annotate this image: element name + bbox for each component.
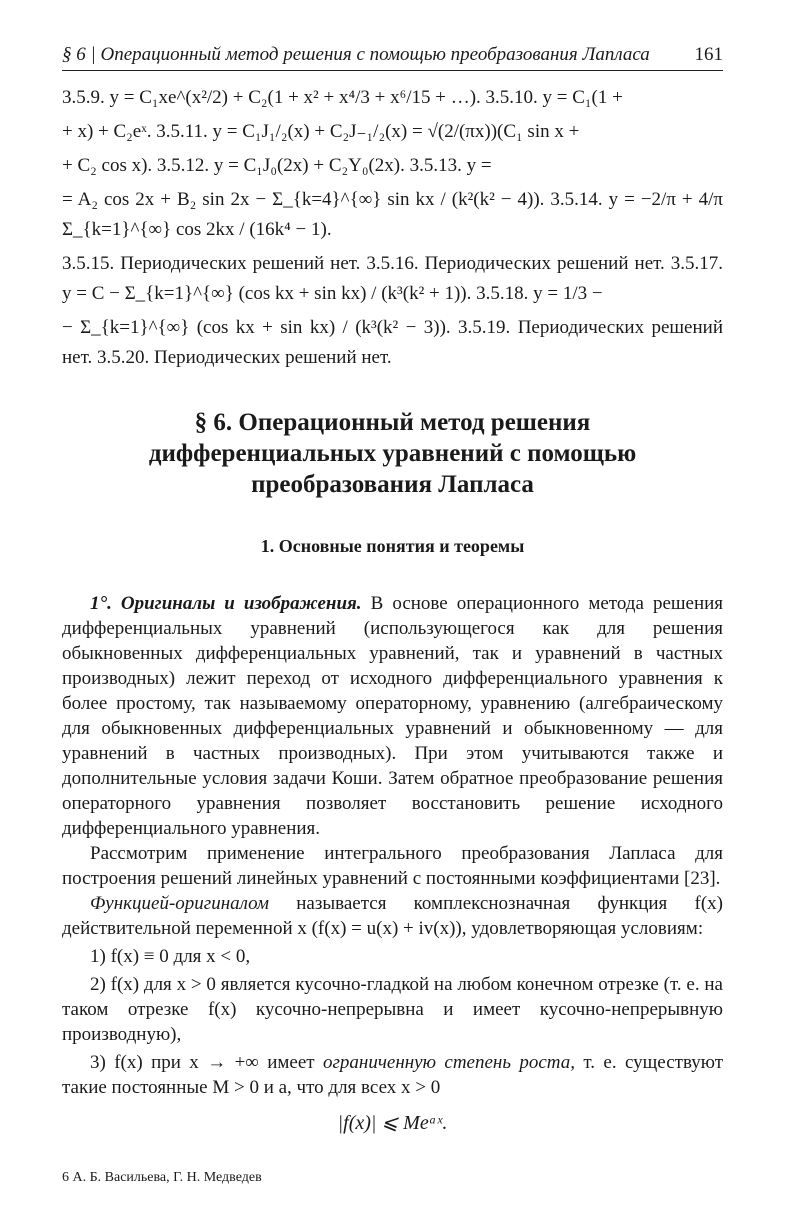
- body-text: [62, 591, 723, 1100]
- section-title: § 6. Операционный метод решения дифференциальных уравнений с помощью преобразования Лапласа: [148, 409, 637, 498]
- paragraph-lead: 1°. Оригиналы и изображения.: [90, 593, 362, 614]
- answer-line: 3.5.9. y = C₁xe^(x²/2) + C₂(1 + x² + x⁴/3 + x⁶/15 + …). 3.5.10. y = C₁(1 +: [62, 87, 623, 108]
- footer-signature: 6 А. Б. Васильева, Г. Н. Медведев: [62, 1170, 262, 1185]
- answer-line: + x) + C₂eˣ. 3.5.11. y = C₁J₁/₂(x) + C₂J₋₁/₂(x) = √(2/(πx))(C₁ sin x +: [62, 121, 580, 142]
- condition-text: т. е. существуют такие постоянные M > 0 и a, что для всех x > 0: [62, 1052, 724, 1098]
- paragraph-definition: [62, 891, 723, 941]
- defined-term: Функцией-оригиналом: [90, 893, 270, 914]
- paragraph-text: В основе операционного метода решения дифференциальных уравнений (использующегося как для решения обыкновенных дифференциальных уравнений, так и уравнений в частных производных) лежит переход от исходного дифференциального уравнения к более простому, так называемому операторному, уравнению (алгебраическому для обыкновенных дифференциальных уравнений и обыкновенному — для уравнений в частных производных). При этом учитываются также и дополнительные условия задачи Коши. Затем обратное преобразование решения операторного уравнения позволяет восстановить решение исходного дифференциального уравнения.: [62, 593, 724, 839]
- defined-term: ограниченную степень роста,: [322, 1052, 576, 1073]
- paragraph-originals: [62, 591, 723, 841]
- answer-line: + C₂ cos x). 3.5.12. y = C₁J₀(2x) + C₂Y₀(2x). 3.5.13. y =: [62, 155, 492, 176]
- condition-1: 1) f(x) ≡ 0 для x < 0,: [90, 946, 251, 967]
- condition-2: 2) f(x) для x > 0 является кусочно-гладкой на любом конечном отрезке (т. е. на таком отрезке f(x) кусочно-непрерывна и имеет кусочно-непрерывную производную),: [62, 974, 723, 1045]
- answers-block: [62, 83, 723, 373]
- condition-3: [62, 1050, 723, 1100]
- answer-line: 3.5.15. Периодических решений нет. 3.5.16. Периодических решений нет. 3.5.17. y = C − Σ_{k=1}^{∞} (cos kx + sin kx) / (k³(k² + 1)). 3.5.18. y = 1/3 −: [62, 253, 723, 304]
- growth-formula: |f(x)| ⩽ Meᵃˣ.: [337, 1112, 448, 1134]
- page-number: 161: [694, 44, 723, 65]
- subsection-title: 1. Основные понятия и теоремы: [260, 536, 525, 556]
- answer-line: = A₂ cos 2x + B₂ sin 2x − Σ_{k=4}^{∞} sin kx / (k²(k² − 4)). 3.5.14. y = −2/π + 4/π Σ_{k=1}^{∞} cos 2kx / (16k⁴ − 1).: [62, 189, 723, 240]
- running-header-title: § 6 | Операционный метод решения с помощью преобразования Лапласа: [62, 44, 650, 65]
- condition-text: 3) f(x) при x → +∞ имеет: [90, 1052, 315, 1073]
- answer-line: − Σ_{k=1}^{∞} (cos kx + sin kx) / (k³(k² − 3)). 3.5.19. Периодических решений нет. 3.5.20. Периодических решений нет.: [62, 317, 723, 368]
- running-header: [62, 44, 723, 71]
- paragraph-text: называется комплекснозначная функция f(x) действительной переменной x (f(x) = u(x) + iv(x)), удовлетворяющая условиям:: [62, 893, 723, 939]
- paragraph-laplace: Рассмотрим применение интегрального преобразования Лапласа для построения решений линейных уравнений с постоянными коэффициентами [23].: [62, 843, 723, 889]
